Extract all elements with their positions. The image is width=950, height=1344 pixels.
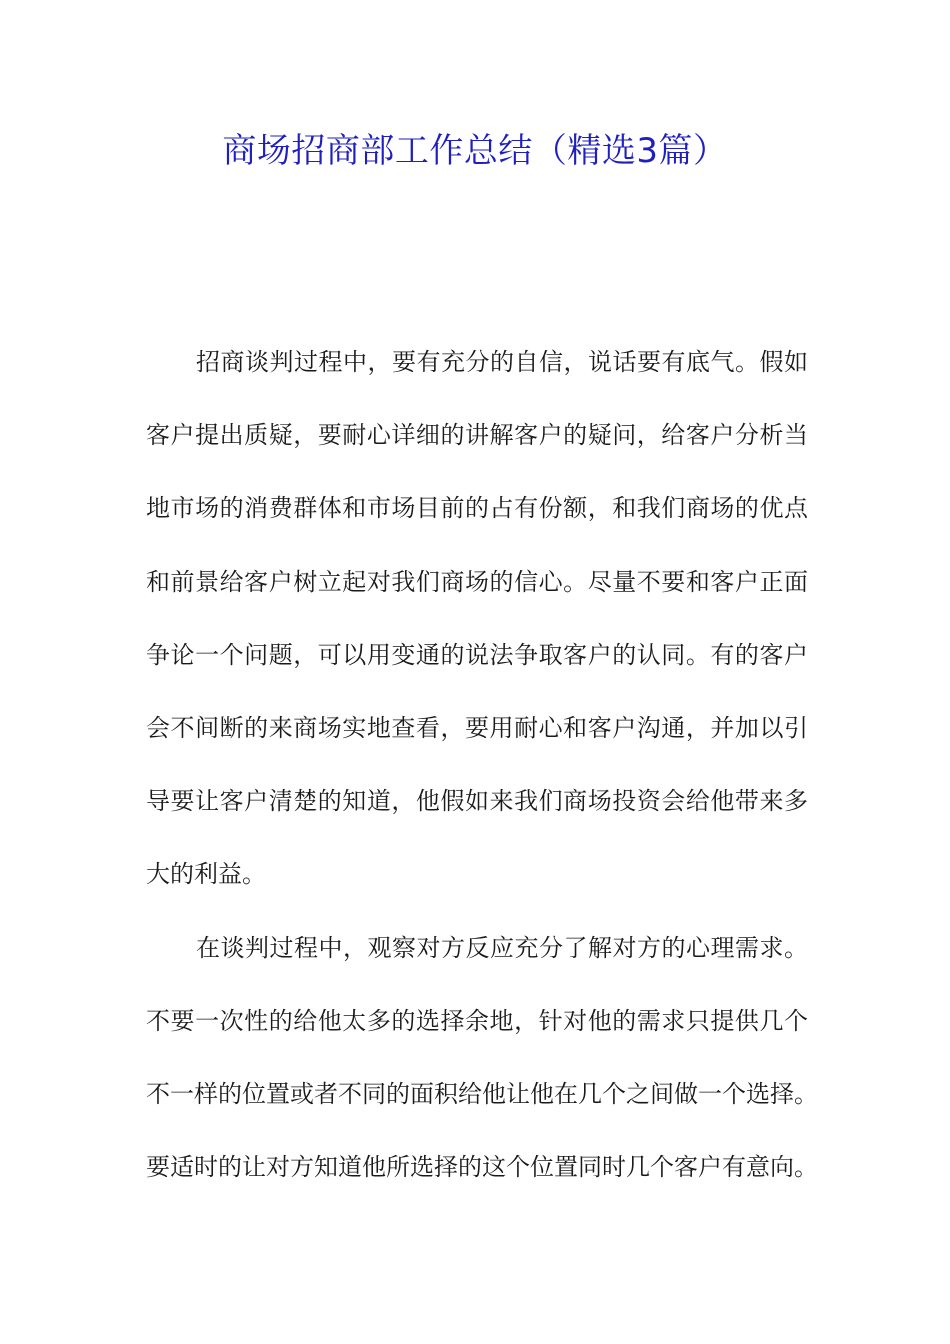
text-line: 大的利益。 — [146, 860, 266, 889]
text-line: 导要让客户清楚的知道，他假如来我们商场投资会给他带来多 — [146, 787, 808, 816]
text-line: 不要一次性的给他太多的选择余地，针对他的需求只提供几个 — [146, 1006, 808, 1035]
text-line: 争论一个问题，可以用变通的说法争取客户的认同。有的客户 — [146, 640, 808, 669]
text-line: 客户提出质疑，要耐心详细的讲解客户的疑问，给客户分析当 — [146, 421, 808, 450]
text-line: 招商谈判过程中，要有充分的自信，说话要有底气。假如 — [196, 348, 808, 376]
text-line: 和前景给客户树立起对我们商场的信心。尽量不要和客户正面 — [146, 567, 808, 596]
text-line: 地市场的消费群体和市场目前的占有份额，和我们商场的优点 — [146, 494, 808, 523]
text-line: 要适时的让对方知道他所选择的这个位置同时几个客户有意向。 — [146, 1153, 818, 1182]
paragraph — [146, 912, 818, 1205]
document-body — [146, 326, 818, 1204]
document-title: 商场招商部工作总结（精选3篇） — [222, 131, 728, 171]
paragraph — [146, 326, 808, 912]
text-line: 不一样的位置或者不同的面积给他让他在几个之间做一个选择。 — [146, 1079, 818, 1108]
text-line: 会不间断的来商场实地查看，要用耐心和客户沟通，并加以引 — [146, 713, 808, 742]
text-line: 在谈判过程中，观察对方反应充分了解对方的心理需求。 — [196, 933, 808, 962]
